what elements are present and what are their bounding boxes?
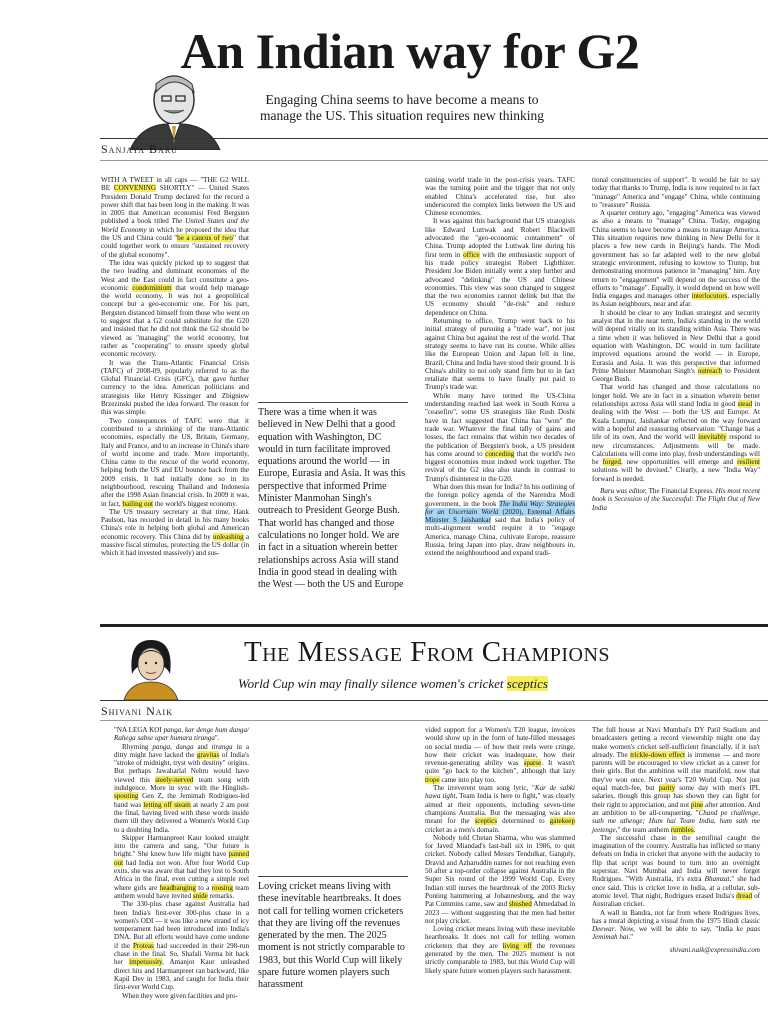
article-1-pullquote: There was a time when it was believed in New Delhi that a good equation with Washington, DC would in turn facilitate improved equations around the world — in Europe, Eurasia and Asia. It was this perspective that informed Prime Minister Manmohan Singh's outreach to President George Bush. That world has changed and those calculations no longer hold. We are in fact in a situation wherein better relationships across Asia will stand India in good stead in dealing with the West — both the US and Europe (258, 402, 408, 591)
paragraph: It was the Trans-Atlantic Financial Crisis (TAFC) of 2008-09, popularly referred to as the Global Financial Crisis (GFC), that gave further currency to the idea. American politicians and strategists like Henry Kissinger and Zbigniew Brzezinski pushed the idea forward. The reason for this was simple. (101, 358, 249, 417)
article-1-column-3 (592, 176, 760, 512)
rule (100, 720, 768, 721)
paragraph: The full house at Navi Mumbai's DY Patil Stadium and broadcasters getting a record viewership might one day make women's cricket self-sufficient financially, if it isn't already. The trickle-down effect is immense — and more parents will be encouraged to view cricket as a career for their girls. But the ambition will rise manifold, now that they've won once. Next year's T20 World Cup. Not just equal match-fee, but parity some day with men's IPL salaries, though this group has shown they can fight for their right to appreciation, and not pine after attention. And an ambition to be all-conquering. "Chand pe challenge, suth me uthenge; Hum hai Team India, hum sath me jeetenge," the team anthem rumbles. (592, 726, 760, 834)
article-2-headline: The Message From Champions (244, 636, 611, 668)
paragraph: Nobody told Chetan Sharma, who was slammed for Javed Miandad's last-ball six in 1986, to quit cricket. Nobody called Messrs Tendulkar, Ganguly, Dravid and Azharuddin names for not reaching even 50 after a top-order collapse against Australia in the Super Six round of the 1999 World Cup. Every Indian still nurses the heartbreak of the 2003 Ricky Ponting hammering at Johannesburg, and the way Pat Cummins came, saw and shushed Ahmedabad in 2023 — without suggesting that the men had better not play cricket. (425, 833, 575, 925)
article-2-pullquote: Loving cricket means living with these inevitable heartbreaks. It does not call for telling women cricketers that they are living off the revenues generated by the men. The 2025 moment is not strictly comparable to 1983, but this World Cup will likely spare future women players such harassment (258, 876, 408, 992)
paragraph: "NA LEGA KOI panga, kar denge hum danga/ Rahega sabse upar humara tiranga". (114, 726, 249, 743)
article-1-byline: Sanjaya Baru (101, 142, 178, 156)
paragraph: Two consequences of TAFC were that it contributed to a shrinking of the trans-Atlantic economies, especially the US, Britain, Germany, Italy and France, and to an increase in China's share of world income and trade. More importantly, China came to the rescue of the world economy, helping both the US and EU bounce back from the 2009 crisis. It had initially done so in its neighbourhood, rescuing Thailand and Indonesia after the 1998 Asian financial crisis. In 2009 it was, in fact, bailing out the world's biggest economy. (101, 416, 249, 508)
paragraph: tional constituencies of support". It would be fair to say today that thanks to Trump, India is now required to in fact "manage" America and "engage" China, while continuing to "reassure" Russia. (592, 176, 760, 209)
paragraph: Returning to office, Trump went back to his initial strategy of pursuing a "trade war", not just against China but against the rest of the world. That strategy seems to have run its course. While allies like the European Union and Japan fell in line, Brazil, China and India have stood their ground. It is China's ability to not only stand firm but to in fact retaliate that seems to have finally put paid to Trump's trade war. (425, 317, 575, 392)
article-1-headline: An Indian way for G2 (180, 23, 640, 79)
paragraph: What does this mean for India? In his outlining of the foreign policy agenda of the Narendra Modi government, in the book The India Way: Strategies for an Uncertain World (2020), External Affairs Minister S Jaishankar said that India's policy of multi-alignment would require it to "engage America, manage China, cultivate Europe, reassure Russia, bring Japan into play, draw neighbours in, extend the neighbourhood and expand tradi- (425, 482, 575, 558)
paragraph: While many have termed the US-China understanding reached last week in South Korea a "ceasefire", some US strategists like Rush Doshi have in fact suggested that China has "won" the trade war. Whatever the final tally of gains and losses, the fact remains that within two decades of the publication of Bergsten's book, a US president has come around to conceding that the world's two biggest economies must indeed work together. The revival of the G2 idea also stands in contrast to Trump's disinterest in the G20. (425, 391, 575, 483)
paragraph: taining world trade in the post-crisis years. TAFC was the turning point and the trigger that not only enabled China's accelerated rise, but also underscored the complex links between the US and Chinese economies. (425, 176, 575, 218)
paragraph: The US treasury secretary at that time, Hank Paulson, has recorded in detail in his many books China's role in helping both global and American economic recovery. This China did by unleashing a massive fiscal stimulus, protecting the US dollar (in which it had invested massively) and sus- (101, 507, 249, 558)
paragraph: A quarter century ago, "engaging" America was viewed as also a means to "manage" China. Today, engaging China seems to have become a means to manage America. This situation requires new thinking in New Delhi for it places a few new cards in Beijing's hands. The Modi government has so far adapted well to the new global strategic environment, refusing to kowtow to Trump, but demonstrating enormous patience in "managing" him. Any return to "engagement" will depend on the success of the efforts to "manage". Equally, it would depend on how well India engages and manages other interlocutors, especially its Asian neighbours, near and afar. (592, 209, 760, 309)
author-portrait-shivani-naik (118, 634, 184, 700)
article-2-byline: Shivani Naik (101, 704, 173, 718)
article-1-column-1 (101, 176, 249, 558)
paragraph: The successful chase in the semifinal caught the imagination of the country. Australia has inflicted so many defeats on India in cricket that anyone with the audacity to flip that script was bound to turn into an overnight superstar. Navi Mumbai and India will never forget Rodrigues. "With Australia, it's extra Bhamzat," she had once said. This is cricket love in India, at a cellular, sub-atomic level. That night, Rodrigues erased India's dread of Australian cricket. (592, 833, 761, 909)
paragraph: WITH A TWEET in all caps — "THE G2 WILL BE CONVENING SHORTLY" — United States President Donald Trump declared for the record a power shift that has been long in the making. It was in 2005 that American economist Fred Bergsten published a book titled The United States and the World Economy in which he proposed the idea that the US and China could "be a caucus of two" that could together work to ensure "sustained recovery of the global economy". (101, 176, 250, 259)
paragraph: vided support for a Women's T20 league, invoices would show up in the form of hate-filled messages on social media — of how their reels were cringe, how their cricket was inadequate, how their revenue-generating ability was sparse. It wasn't quite "go back to the kitchen", although that lazy trope came into play too. (425, 726, 575, 784)
article-1-standfirst: Engaging China seems to have become a means to manage the US. This situation requires new thinking (260, 92, 544, 123)
article-2-column-1 (114, 726, 249, 1000)
paragraph: It was against this background that US strategists like Edward Luttwak and Robert Blackwill advocated the "geo-economic containment" of China. Trump adopted the Luttwak line during his first term in office with the enthusiastic support of his trade policy strategist Robert Lighthizer. President Joe Biden initially went a step further and advocated "delinking" the US and Chinese economies. This view was soon changed to suggest that the two economies cannot delink but that the US economy should "de-risk" and reduce dependence on China. (425, 217, 576, 317)
rule (100, 160, 768, 161)
rule (100, 138, 768, 139)
paragraph: The irreverent team song lyric, "Kar de sabki hawa tight, Team India is here to fight," was clearly aimed at their opponents, including seven-time champions Australia. But the messaging was also meant for the sceptics determined to gatekeep cricket as a men's domain. (425, 784, 575, 834)
paragraph: Loving cricket means living with these inevitable heartbreaks. It does not call for telling women cricketers that they are living off the revenues generated by the men. The 2025 moment is not strictly comparable to 1983, but this World Cup will likely spare future women players such harassment. (425, 925, 575, 975)
article-2-column-2 (425, 726, 575, 975)
paragraph: Rhyming panga, danga and tiranga in a ditty might have lacked the gravitas of India's "stroke of midnight, tryst with destiny" origins. But perhaps Jawaharlal Nehru would have viewed this steely-nerved team song with indulgence. More in sync with the Hinglish-spouting Gen Z, the Jemimah Rodrigues-led band was letting off steam at nearly 2 am post the final, having lived with these words inside them till they delivered a Women's World Cup to a doubting India. (114, 742, 250, 834)
article-2-column-3 (592, 726, 760, 954)
author-email: shivani.naik@expressindia.com (669, 945, 760, 954)
paragraph: It should be clear to any Indian strategist and security analyst that in the near term, India's standing in the world will depend vitally on its standing within Asia. There was a time when it was believed in New Delhi that a good equation with Washington, DC would in turn facilitate improved equations around the world — in Europe, Eurasia and Asia. It was this perspective that informed Prime Minister Manmohan Singh's outreach to President George Bush. (592, 308, 760, 384)
paragraph: When they were given facilities and pro- (122, 991, 238, 1000)
rule (100, 700, 768, 701)
article-1-column-2 (425, 176, 575, 558)
paragraph: The 330-plus chase against Australia had been India's first-ever 300-plus chase in a women's ODI — it was like a new strand of icy temperament had been introduced into India's DNA. But all efforts would have come undone if the Proteas had succeeded in their 298-run chase in the final. So, Shafali Verma bit back her impetuosity, Amanjot Kaur unleashed direct hits and Harmanpreet ran backward, like Kapil Dev in 1983, and caught for India their first-ever World Cup. (114, 900, 250, 992)
paragraph: That world has changed and those calculations no longer hold. We are in fact in a situation wherein better relationships across Asia will stand India in good stead in dealing with the West — both the US and Europe. At Kuala Lumpur, Jaishankar reflected on the way forward with a hopeful and reassuring observation: "Change has a life of its own. And the world will inevitably respond to new circumstances. Adjustments will be made. Calculations will come into play, fresh understandings will be forged, new opportunities will emerge and resilient solutions will be devised." Clearly, a new "India Way" forward is needed. (592, 383, 760, 483)
paragraph: A wall in Bandra, not far from where Rodrigues lives, has a mural depicting a visual from the 1975 Hindi classic Deewar. Now, we will be able to say, "India ke paas Jemimah hai." (592, 908, 760, 942)
article-divider (100, 624, 768, 627)
paragraph: The idea was quickly picked up to suggest that the two leading and dominant economies of the West and the East could in fact constitute a geo-economic condominium that would help manage the world economy. It was not a geopolitical concept but a geo-economic one. For his part, Bergsten distanced himself from those who went on to suggest that a G2 could substitute for the G20 and insisted that he did not think the G2 should be viewed as "managing" the world economy, but rather as "cooperating" to ensure speedy global economic recovery. (101, 258, 249, 359)
author-bio: Baru was editor, The Financial Express. His most recent book is Secession of the Successful: The Flight Out of New India (592, 486, 760, 512)
paragraph: Skipper Harmanpreet Kaur looked straight into the camera and sang, "Our future is bright." She knew how life might have panned out had India not won. After four World Cup exits, she was aware that had they lost to South Africa in the final, even cutting a simple reel where girls are headbanging to a rousing team anthem would have invited snide remarks. (114, 833, 250, 900)
article-2-standfirst: World Cup win may finally silence women's cricket sceptics (238, 676, 548, 691)
